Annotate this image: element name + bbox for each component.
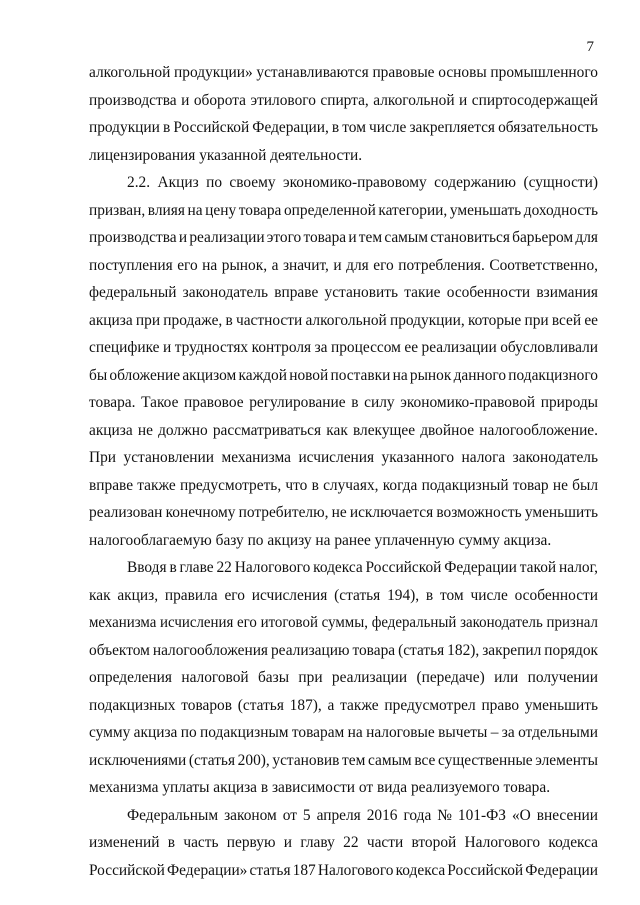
- text-line: бы обложение акцизом каждой новой поставки на рынок данного подакцизного: [89, 366, 598, 384]
- text-line: изменений в часть первую и главу 22 части второй Налогового кодекса: [89, 834, 598, 851]
- text-line: производства и оборота этилового спирта, алкогольной и спиртосодержащей: [89, 91, 598, 109]
- text-line: Вводя в главе 22 Налогового кодекса Российской Федерации такой налог,: [127, 559, 598, 576]
- text-line: продукции в Российской Федерации, в том числе закрепляется обязательность: [89, 119, 598, 136]
- paragraph: [89, 59, 598, 169]
- text-line: федеральный законодатель вправе установить такие особенности взимания: [89, 284, 598, 301]
- paragraph: [89, 802, 598, 885]
- text-line: налогооблагаемую базу по акцизу на ранее уплаченную сумму акциза.: [89, 531, 552, 549]
- text-line: акциза не должно рассматриваться как влекущее двойное налогообложение.: [89, 421, 598, 439]
- text-line: Федеральным законом от 5 апреля 2016 года № 101-ФЗ «О внесении: [127, 806, 598, 824]
- text-line: призван, влияя на цену товара определенной категории, уменьшать доходность: [89, 201, 598, 219]
- paragraph: [89, 554, 598, 802]
- text-line: механизма исчисления его итоговой суммы, федеральный законодатель признал: [89, 614, 598, 631]
- text-line: акциза при продаже, в частности алкогольной продукции, которые при всей ее: [89, 311, 598, 329]
- text-line: вправе также предусмотреть, что в случаях, когда подакцизный товар не был: [89, 476, 598, 494]
- document-body: [89, 59, 598, 884]
- text-line: товара. Такое правовое регулирование в силу экономико-правовой природы: [89, 394, 598, 411]
- text-line: поступления его на рынок, а значит, и для его потребления. Соответственно,: [89, 256, 598, 274]
- text-line: 2.2. Акциз по своему экономико-правовому содержанию (сущности): [127, 174, 598, 191]
- text-line: подакцизных товаров (статья 187), а также предусмотрел право уменьшить: [89, 696, 598, 714]
- text-line: алкогольной продукции» устанавливаются правовые основы промышленного: [89, 64, 598, 81]
- text-line: специфике и трудностях контроля за процессом ее реализации обусловливали: [89, 339, 598, 356]
- text-line: При установлении механизма исчисления указанного налога законодатель: [89, 449, 598, 466]
- text-line: лицензирования указанной деятельности.: [89, 146, 363, 164]
- text-line: Российской Федерации» статья 187 Налогового кодекса Российской Федерации: [89, 861, 598, 879]
- text-line: сумму акциза по подакцизным товарам на налоговые вычеты – за отдельными: [89, 724, 598, 741]
- text-line: механизма уплаты акциза в зависимости от вида реализуемого товара.: [89, 779, 551, 796]
- text-line: как акциз, правила его исчисления (статья 194), в том числе особенности: [89, 586, 598, 604]
- page-number: 7: [586, 39, 594, 55]
- text-line: объектом налогообложения реализацию товара (статья 182), закрепил порядок: [89, 641, 598, 659]
- text-line: производства и реализации этого товара и тем самым становиться барьером для: [89, 229, 598, 246]
- paragraph: [89, 169, 598, 554]
- text-line: исключениями (статья 200), установив тем самым все существенные элементы: [89, 751, 598, 769]
- text-line: реализован конечному потребителю, не исключается возможность уменьшить: [89, 504, 598, 521]
- text-line: определения налоговой базы при реализации (передаче) или получении: [89, 669, 598, 686]
